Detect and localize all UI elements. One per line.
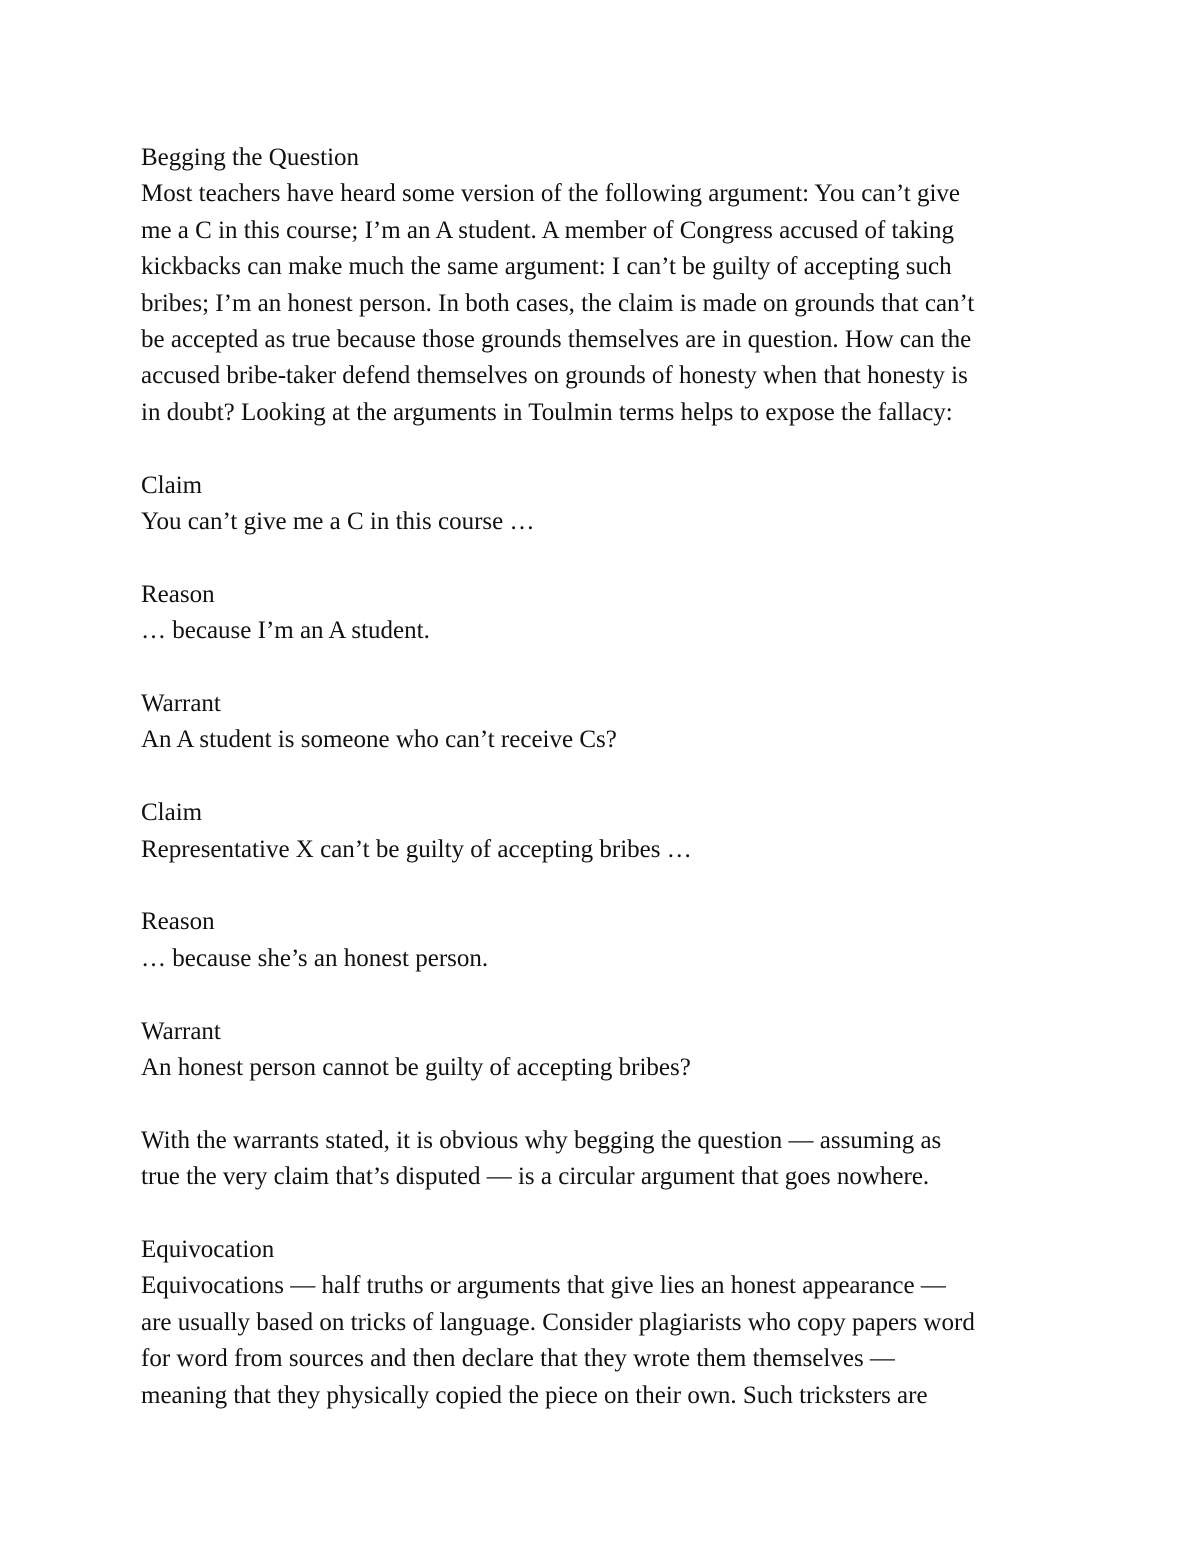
text-line: kickbacks can make much the same argument: I can’t be guilty of accepting such xyxy=(141,253,952,281)
blank-line xyxy=(141,540,1071,576)
blank-line xyxy=(141,650,1071,686)
text-line: meaning that they physically copied the piece on their own. Such tricksters are xyxy=(141,1381,928,1409)
text-line: be accepted as true because those grounds themselves are in question. How can the xyxy=(141,326,972,354)
blank-line xyxy=(141,1196,1071,1232)
claim-label: Claim xyxy=(141,471,203,499)
document-page xyxy=(141,140,1071,1414)
blank-line xyxy=(141,868,1071,904)
claim-label: Claim xyxy=(141,799,203,827)
paragraph-begging xyxy=(141,176,1071,431)
text-line: are usually based on tricks of language. Consider plagiarists who copy papers word xyxy=(141,1308,975,1336)
paragraph-equivocation xyxy=(141,1268,1071,1414)
text-line: me a C in this course; I’m an A student. A member of Congress accused of taking xyxy=(141,216,955,244)
paragraph-conclusion xyxy=(141,1123,1071,1196)
reason-text: … because I’m an A student. xyxy=(141,617,430,645)
warrant-text: An A student is someone who can’t receive Cs? xyxy=(141,726,617,754)
text-line: for word from sources and then declare that they wrote them themselves — xyxy=(141,1345,895,1373)
text-line: Equivocations — half truths or arguments that give lies an honest appearance — xyxy=(141,1272,946,1300)
claim-text: You can’t give me a C in this course … xyxy=(141,508,535,536)
blank-line xyxy=(141,977,1071,1013)
warrant-label: Warrant xyxy=(141,690,221,718)
blank-line xyxy=(141,1086,1071,1122)
text-line: bribes; I’m an honest person. In both cases, the claim is made on grounds that can’t xyxy=(141,289,975,317)
section-heading-begging: Begging the Question xyxy=(141,144,360,171)
text-line: Most teachers have heard some version of the following argument: You can’t give xyxy=(141,180,961,208)
warrant-label: Warrant xyxy=(141,1017,221,1045)
text-line: accused bribe-taker defend themselves on grounds of honesty when that honesty is xyxy=(141,362,968,390)
blank-line xyxy=(141,759,1071,795)
reason-label: Reason xyxy=(141,580,215,608)
section-heading-equivocation: Equivocation xyxy=(141,1236,275,1264)
reason-text: … because she’s an honest person. xyxy=(141,944,489,972)
text-line: true the very claim that’s disputed — is a circular argument that goes nowhere. xyxy=(141,1163,930,1191)
warrant-text: An honest person cannot be guilty of accepting bribes? xyxy=(141,1054,691,1082)
text-line: With the warrants stated, it is obvious why begging the question — assuming as xyxy=(141,1126,942,1154)
blank-line xyxy=(141,431,1071,467)
text-line: in doubt? Looking at the arguments in Toulmin terms helps to expose the fallacy: xyxy=(141,398,953,426)
claim-text: Representative X can’t be guilty of accepting bribes … xyxy=(141,835,692,863)
reason-label: Reason xyxy=(141,908,215,936)
